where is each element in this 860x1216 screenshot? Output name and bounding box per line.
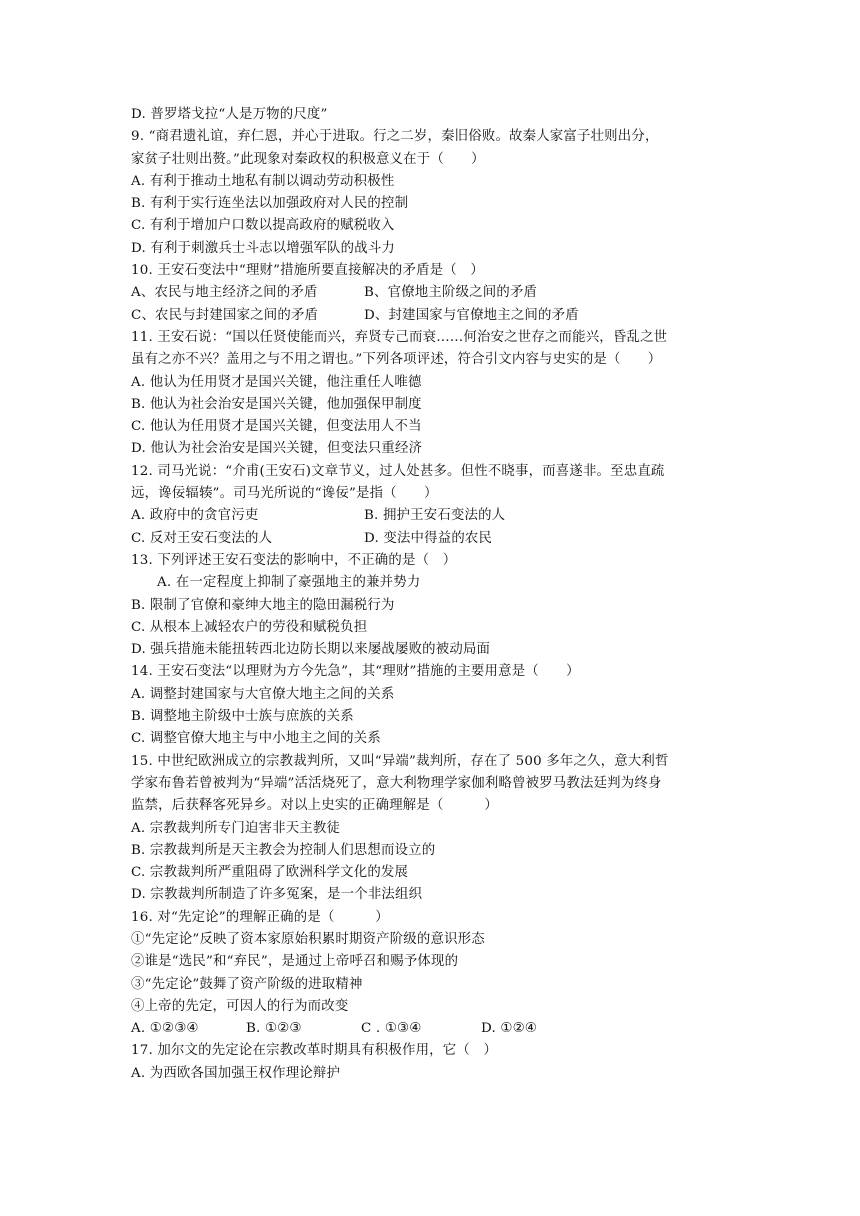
q11-stem-line-1: 11. 王安石说：“国以任贤使能而兴，弃贤专己而衰……何治安之世存之而能兴，昏乱之世 [131,329,668,345]
question-text-block [131,104,731,1085]
q16-statement-4: ④上帝的先定，可因人的行为而改变 [131,998,349,1014]
q11-option-d: D. 他认为社会治安是国兴关键，但变法只重经济 [131,441,423,457]
q11-option-a: A. 他认为任用贤才是国兴关键，他注重任人唯德 [131,374,422,390]
q16-option-b: B. ①②③ [246,1021,302,1037]
q11-stem-line-2: 虽有之亦不兴？盖用之与不用之谓也。”下列各项评述，符合引文内容与史实的是（ ） [131,352,662,368]
q12-stem-line-1: 12. 司马光说：“介甫(王安石)文章节义，过人处甚多。但性不晓事，而喜遂非。至忠直疏 [131,463,665,479]
q15-stem-line-3: 监禁，后获释客死异乡。对以上史实的正确理解是（ ） [131,798,498,814]
q15-option-a: A. 宗教裁判所专门迫害非天主教徒 [131,820,341,836]
q12-options-cd [131,528,731,550]
q15-option-c: C. 宗教裁判所严重阻碍了欧洲科学文化的发展 [131,865,409,881]
q9-option-b: B. 有利于实行连坐法以加强政府对人民的控制 [131,196,409,212]
q10-option-c: C、农民与封建国家之间的矛盾 [131,307,319,323]
q13-option-c: C. 从根本上减轻农户的劳役和赋税负担 [131,619,368,635]
q9-option-a: A. 有利于推动土地私有制以调动劳动积极性 [131,173,395,189]
q10-options-ab [131,282,731,304]
q11-option-b: B. 他认为社会治安是国兴关键，他加强保甲制度 [131,396,422,412]
q9-stem-line-2: 家贫子壮则出赘。”此现象对秦政权的积极意义在于（ ） [131,151,485,167]
q16-stem: 16. 对“先定论”的理解正确的是（ ） [131,909,389,925]
q12-options-ab [131,505,731,527]
q14-stem: 14. 王安石变法“以理财为方今先急”，其“理财”措施的主要用意是（ ） [131,664,580,680]
q16-statement-1: ①“先定论”反映了资本家原始积累时期资产阶级的意识形态 [131,931,485,947]
q14-option-c: C. 调整官僚大地主与中小地主之间的关系 [131,731,381,747]
q11-option-c: C. 他认为任用贤才是国兴关键，但变法用人不当 [131,419,422,435]
q10-option-a: A、农民与地主经济之间的矛盾 [131,285,318,301]
q9-stem-line-1: 9. “商君遗礼谊，弃仁恩，并心于进取。行之二岁，秦旧俗败。故秦人家富子壮则出分， [131,129,659,145]
q8-option-d: D. 普罗塔戈拉“人是万物的尺度” [131,107,328,122]
q15-stem-line-2: 学家布鲁若曾被判为“异端”活活烧死了，意大利物理学家伽利略曾被罗马教法廷判为终身 [131,775,662,791]
q15-stem-line-1: 15. 中世纪欧洲成立的宗教裁判所，又叫“异端”裁判所，存在了 500 多年之久，意大利哲 [131,753,669,769]
q13-option-d: D. 强兵措施未能扭转西北边防长期以来屡战屡败的被动局面 [131,642,491,658]
q12-option-d: D. 变法中得益的农民 [364,530,493,546]
q12-stem-line-2: 远，谗佞辐辏”。司马光所说的“谗佞”是指（ ） [131,486,438,502]
q12-option-c: C. 反对王安石变法的人 [131,530,273,546]
q13-option-b: B. 限制了官僚和豪绅大地主的隐田漏税行为 [131,597,395,613]
q9-option-c: C. 有利于增加户口数以提高政府的赋税收入 [131,218,395,234]
q14-option-b: B. 调整地主阶级中士族与庶族的关系 [131,709,354,725]
q12-option-b: B. 拥护王安石变法的人 [364,508,506,524]
q17-option-a: A. 为西欧各国加强王权作理论辩护 [131,1065,341,1081]
q15-option-b: B. 宗教裁判所是天主教会为控制人们思想而设立的 [131,842,436,858]
q16-option-c: C . ①③④ [361,1021,422,1037]
q16-option-a: A. ①②③④ [131,1021,199,1037]
q15-option-d: D. 宗教裁判所制造了许多冤案，是一个非法组织 [131,887,423,903]
q17-stem: 17. 加尔文的先定论在宗教改革时期具有积极作用，它（ ） [131,1043,498,1059]
q10-stem: 10. 王安石变法中“理财”措施所要直接解决的矛盾是（ ） [131,263,485,279]
q10-options-cd [131,305,731,327]
q10-option-b: B、官僚地主阶级之间的矛盾 [364,285,538,301]
q16-statement-2: ②谁是“选民”和“弃民”，是通过上帝呼召和赐予体现的 [131,954,459,970]
q16-option-d: D. ①②④ [481,1021,537,1037]
q14-option-a: A. 调整封建国家与大官僚大地主之间的关系 [131,686,395,702]
q16-options [131,1018,731,1040]
q12-option-a: A. 政府中的贪官污吏 [131,508,259,524]
q9-option-d: D. 有利于刺激兵士斗志以增强军队的战斗力 [131,240,396,256]
q10-option-d: D、封建国家与官僚地主之间的矛盾 [364,307,579,323]
q13-stem: 13. 下列评述王安石变法的影响中，不正确的是（ ） [131,552,457,568]
q13-option-a: A. 在一定程度上抑制了豪强地主的兼并势力 [157,575,421,591]
q16-statement-3: ③“先定论”鼓舞了资产阶级的进取精神 [131,976,363,992]
